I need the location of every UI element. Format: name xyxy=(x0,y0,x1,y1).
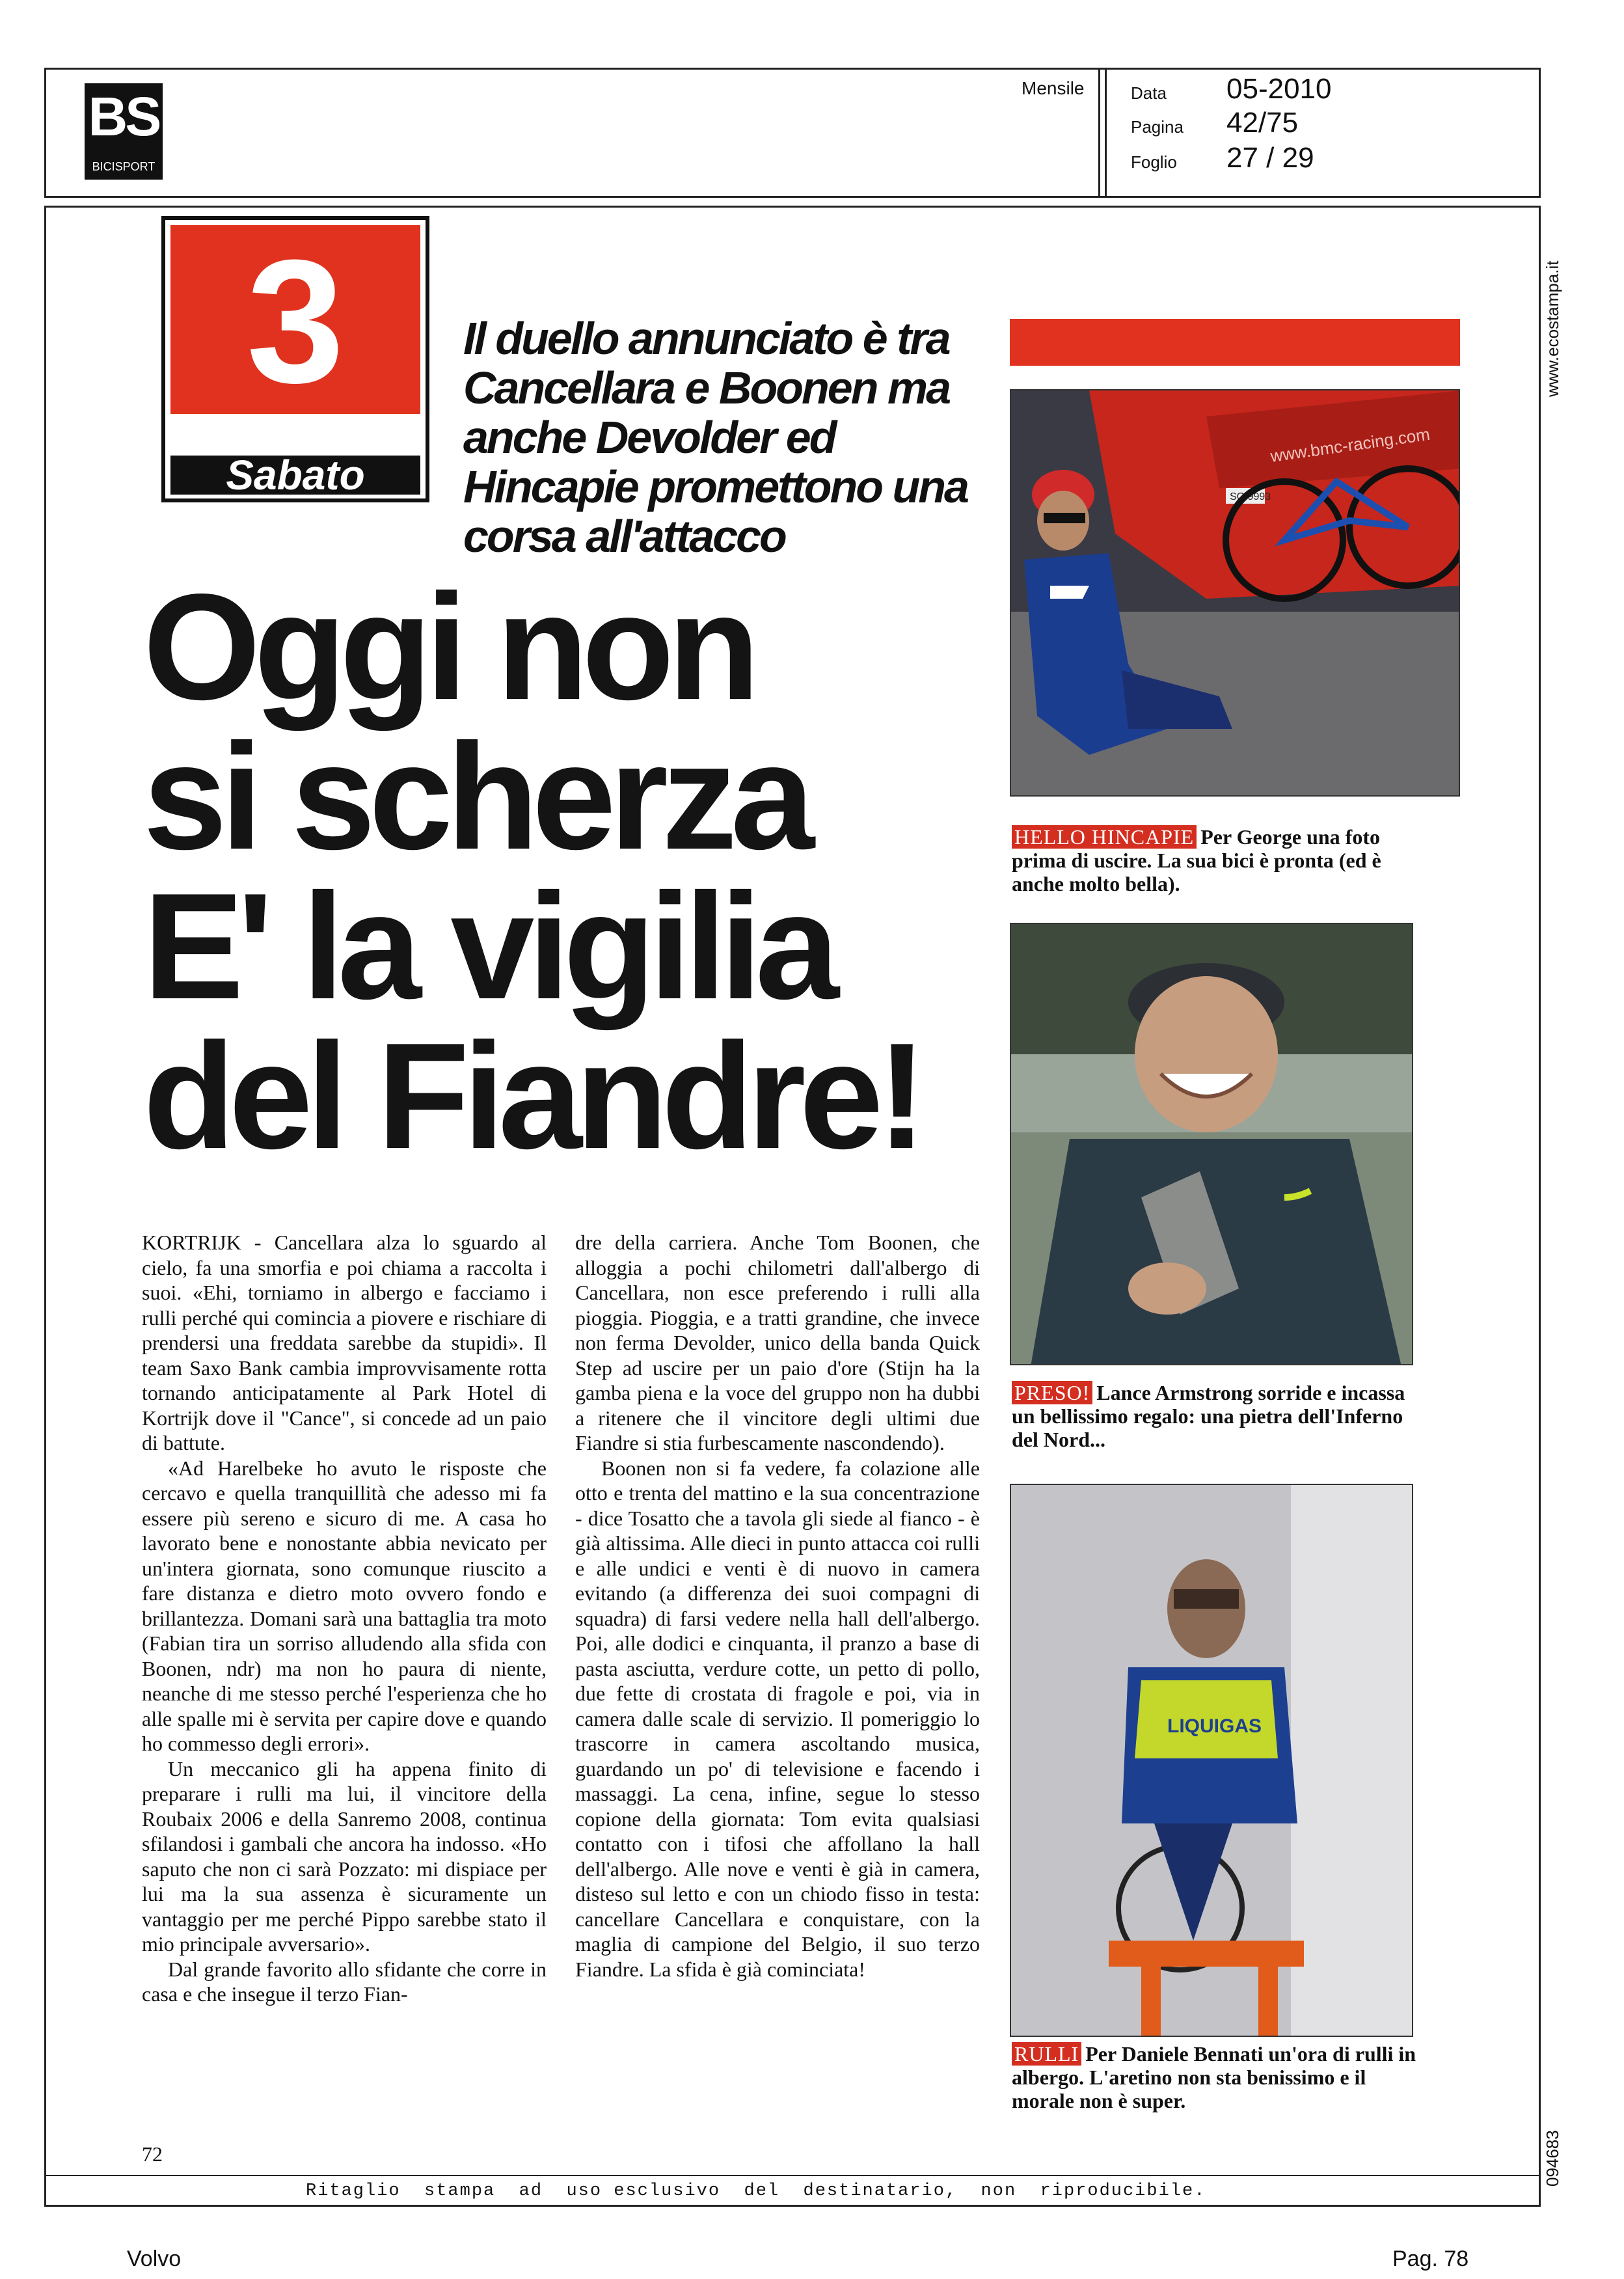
foglio-label: Foglio xyxy=(1131,152,1177,172)
paragraph: «Ad Harelbeke ho avuto le risposte che cercavo e quella tranquillità che adesso mi fa essere più sereno e sicuro di me. A casa ho lavorato bene e nonostante abbia nevicato per un'intera giornata, sono comunque riuscito a fare distanza e dietro moto ovvero fondo e brillantezza. Domani sarà una battaglia tra moto (Fabian tira un sorriso alludendo alla sfida con Boonen, ndr) ma non ho paura di niente, neanche di me stesso perché l'esperienza che ho alle spalle mi è servita per capire dove e quando ho commesso degli errori». xyxy=(142,1456,547,1755)
code-text: 094683 xyxy=(1543,2130,1562,2187)
headline-line: del Fiandre! xyxy=(143,1012,921,1180)
foglio-value: 27 / 29 xyxy=(1226,142,1314,174)
photo-armstrong-illustration xyxy=(1011,924,1413,1365)
pagina-value: 42/75 xyxy=(1226,107,1299,139)
logo-text: BS xyxy=(88,86,159,147)
photo1-sign: www.bmc-racing.com xyxy=(1269,424,1431,466)
header-divider xyxy=(1098,68,1100,198)
footer-client: Volvo xyxy=(127,2246,182,2271)
magazine-page-number: 72 xyxy=(142,2142,163,2166)
headline-line: si scherza xyxy=(143,713,809,881)
data-label: Data xyxy=(1131,83,1167,103)
article-headline xyxy=(143,563,989,1180)
photo1-plate: SO 9993 xyxy=(1230,491,1271,502)
paragraph: dre della carriera. Anche Tom Boonen, che alloggia a pochi chilometri dall'albergo di Cancellara, non esce preferendo i rulli alla pioggia. Pioggia, e a tratti grandine, che invece non ferma Devolder, unico della banda Quick Step ad uscire per un paio d'ore (Stijn ha la gamba piena e la voce del gruppo non ha dubbi a ritenere che il vincitore degli ultimi due Fiandre si stia furbescamente nascondendo). xyxy=(575,1231,980,1454)
paragraph: Dal grande favorito allo sfidante che corre in casa e che insegue il terzo Fian- xyxy=(142,1957,547,2006)
caption-armstrong xyxy=(1012,1381,1428,1451)
paragraph: Boonen non si fa vedere, fa colazione alle otto e trenta del mattino e la sua concentrazione - dice Tosatto che a tavola gli siede al fianco - è già altissima. Alle dieci in punto attacca coi rulli e alle undici e venti è di nuovo in camera evitando (a differenza dei suoi compagni di squadra) di farsi vedere nella hall dell'albergo. Poi, alle dodici e cinquanta, il pranzo a base di pasta asciutta, verdure cotte, un petto di pollo, due fette di crostata di fragole e poi, via in camera dalle scale di servizio. Il pomeriggio lo trascorre in camera ascoltando musica, guardando un po' di televisione e facendo i massaggi. La cena, infine, segue lo stesso copione della giornata: Tom evita qualsiasi contatto con i tifosi che affollano la hall dell'albergo. Alle nove e venti è già in camera, disteso sul letto e con un chiodo fisso in testa: cancellare Cancellara e conquistare, con la maglia di campione del Belgio, il suo terzo Fiandre. La sfida è già cominciata! xyxy=(575,1456,980,1981)
red-accent-bar xyxy=(1010,319,1460,366)
photo3-jersey-text: LIQUIGAS xyxy=(1167,1715,1262,1737)
caption-hincapie xyxy=(1012,825,1402,895)
headline-line: E' la vigilia xyxy=(143,862,833,1031)
article-subtitle: Il duello annunciato è tra Cancellara e Boonen ma anche Devolder ed Hincapie promettono una corsa all'attacco xyxy=(463,313,968,562)
ritaglio-notice: Ritaglio stampa ad uso esclusivo del destinatario, non riproducibile. xyxy=(306,2181,1206,2201)
website-text: www.ecostampa.it xyxy=(1543,260,1562,397)
photo-armstrong xyxy=(1010,923,1413,1365)
footer-page: Pag. 78 xyxy=(1392,2246,1469,2271)
paragraph: KORTRIJK - Cancellara alza lo sguardo al cielo, fa una smorfia e poi chiama a raccolta i suoi. «Ehi, torniamo in albergo e facciamo i rulli perché qui comincia a piovere e rischiare di prendersi una freddata sarebbe da stupidi». Il team Saxo Bank cambia improvvisamente rotta tornando anticipatamente al Park Hotel di Kortrijk dove il "Cance", si concede ad un paio di battute. xyxy=(142,1231,547,1454)
headline-line: Oggi non xyxy=(143,563,753,731)
day-name: Sabato xyxy=(170,456,420,495)
caption-text: Per Daniele Bennati un'ora di rulli in albergo. L'aretino non sta benissimo e il morale non è super. xyxy=(1012,2042,1416,2112)
photo-hincapie xyxy=(1010,389,1460,797)
data-value: 05-2010 xyxy=(1226,73,1332,105)
frequency-label: Mensile xyxy=(1022,78,1085,98)
day-number: 3 xyxy=(246,224,345,420)
side-code xyxy=(1543,2082,1569,2187)
caption-bennati xyxy=(1012,2042,1428,2112)
caption-tag: RULLI xyxy=(1012,2042,1081,2066)
logo-subtext: BICISPORT xyxy=(92,160,156,173)
caption-tag: PRESO! xyxy=(1012,1381,1092,1404)
photo-bennati xyxy=(1010,1484,1413,2037)
paragraph: Un meccanico gli ha appena finito di preparare i rulli ma lui, il vincitore della Roubaix 2006 e della Sanremo 2008, continua sfilandosi i gambali che ancora ha indosso. «Ho saputo che non ci sarà Pozzato: mi dispiace per lui ma la sua assenza è sicuramente un vantaggio per me perché Pippo sarebbe stato il mio principale avversario». xyxy=(142,1756,547,1956)
photo-hincapie-illustration xyxy=(1011,390,1460,797)
caption-text: Lance Armstrong sorride e incassa un bellissimo regalo: una pietra dell'Inferno del Nord... xyxy=(1012,1381,1405,1451)
side-website xyxy=(1543,215,1569,397)
article-column-1 xyxy=(142,1230,547,2007)
pagina-label: Pagina xyxy=(1131,117,1184,137)
header-divider xyxy=(1105,68,1107,198)
bottom-rule xyxy=(44,2175,1541,2176)
photo-bennati-illustration xyxy=(1011,1485,1413,2037)
article-column-2 xyxy=(575,1230,980,1982)
caption-text: Per George una foto prima di uscire. La sua bici è pronta (ed è anche molto bella). xyxy=(1012,825,1381,895)
caption-tag: HELLO HINCAPIE xyxy=(1012,825,1197,849)
